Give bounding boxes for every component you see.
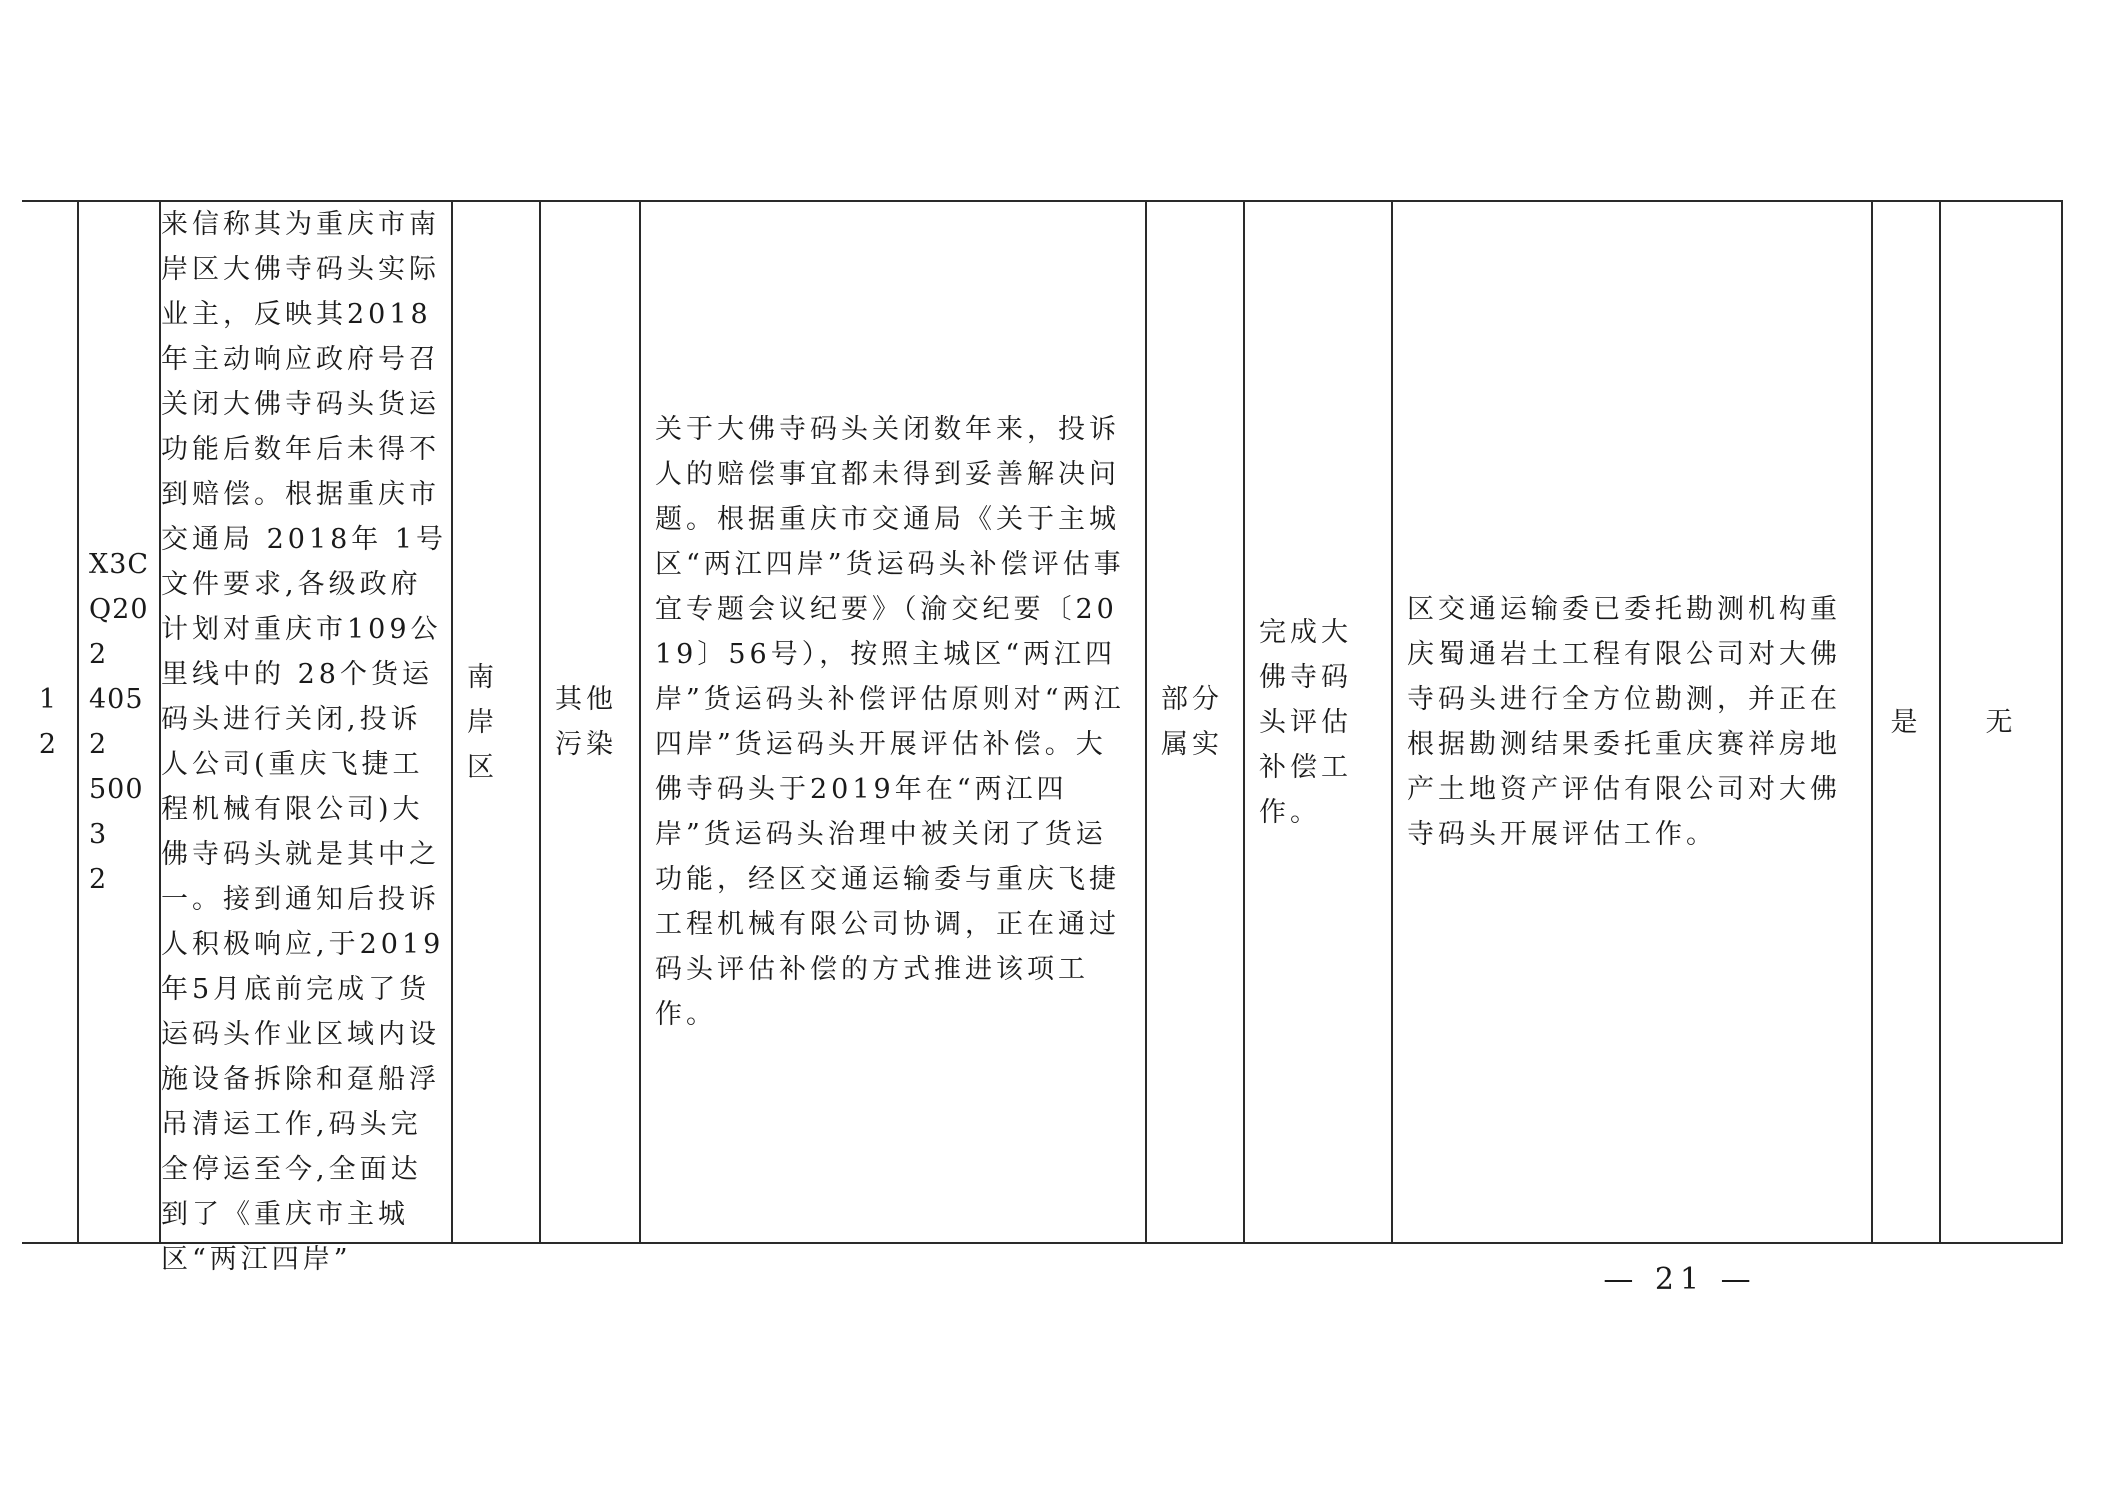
page-number: — 21 — (1603, 1262, 1757, 1297)
rectification-plan: 完成大佛寺码头评估补偿工作。 (1259, 616, 1352, 828)
investigation-text: 关于大佛寺码头关闭数年来，投诉人的赔偿事宜都未得到妥善解决问题。根据重庆市交通局《关于主城区“两江四岸”货运码头补偿评估事宜专题会议纪要》（渝交纪要〔2019〕56号），按照主城区“两江四岸”货运码头补偿评估原则对“两江四岸”货运码头开展评估补偿。大佛寺码头于2019年在“两江四岸”货运码头治理中被关闭了货运功能，经区交通运输委与重庆飞捷工程机械有限公司协调，正在通过码头评估补偿的方式推进该项工作。 (655, 414, 1125, 1030)
accountability-cell (1940, 201, 2062, 1243)
district: 南岸区 (467, 661, 498, 783)
progress-text: 区交通运输委已委托勘测机构重庆蜀通岩土工程有限公司对大佛寺码头进行全方位勘测，并正在根据勘测结果委托重庆赛祥房地产土地资产评估有限公司对大佛寺码头开展评估工作。 (1407, 594, 1841, 850)
case-id-line: Q202 (89, 594, 149, 670)
district-cell (452, 201, 540, 1243)
completed: 是 (1890, 706, 1922, 738)
progress-cell (1392, 201, 1872, 1243)
case-id-line: 4052 (89, 684, 144, 760)
pollution-type: 其他污染 (555, 684, 617, 760)
table-row (22, 201, 2062, 1243)
completed-cell (1872, 201, 1940, 1243)
verification: 部分属实 (1161, 684, 1223, 760)
case-id-line: 2 (89, 864, 108, 895)
investigation-cell (640, 201, 1146, 1243)
case-id-line: X3C (89, 549, 150, 580)
case-id-line: 5003 (89, 774, 144, 850)
case-table (22, 200, 2063, 1275)
case-id (79, 542, 159, 902)
case-id-cell (78, 201, 160, 1243)
complaint-cell (160, 201, 452, 1275)
accountability: 无 (1985, 706, 2017, 738)
rectification-plan-cell (1244, 201, 1392, 1243)
row-number-cell (22, 201, 78, 1243)
verification-cell (1146, 201, 1244, 1243)
complaint-text: 来信称其为重庆市南岸区大佛寺码头实际业主，反映其2018年主动响应政府号召关闭大佛寺码头货运功能后数年后未得不到赔偿。根据重庆市交通局 2018年 1号文件要求,各级政府计划对重庆市109公里线中的 28个货运码头进行关闭,投诉人公司(重庆飞捷工程机械有限公司)大佛寺码头就是其中之一。接到通知后投诉人积极响应,于2019年5月底前完成了货运码头作业区域内设施设备拆除和趸船浮吊清运工作,码头完全停运至今,全面达到了《重庆市主城区“两江四岸” (161, 209, 448, 1275)
row-number: 12 (38, 684, 61, 760)
pollution-type-cell (540, 201, 640, 1243)
